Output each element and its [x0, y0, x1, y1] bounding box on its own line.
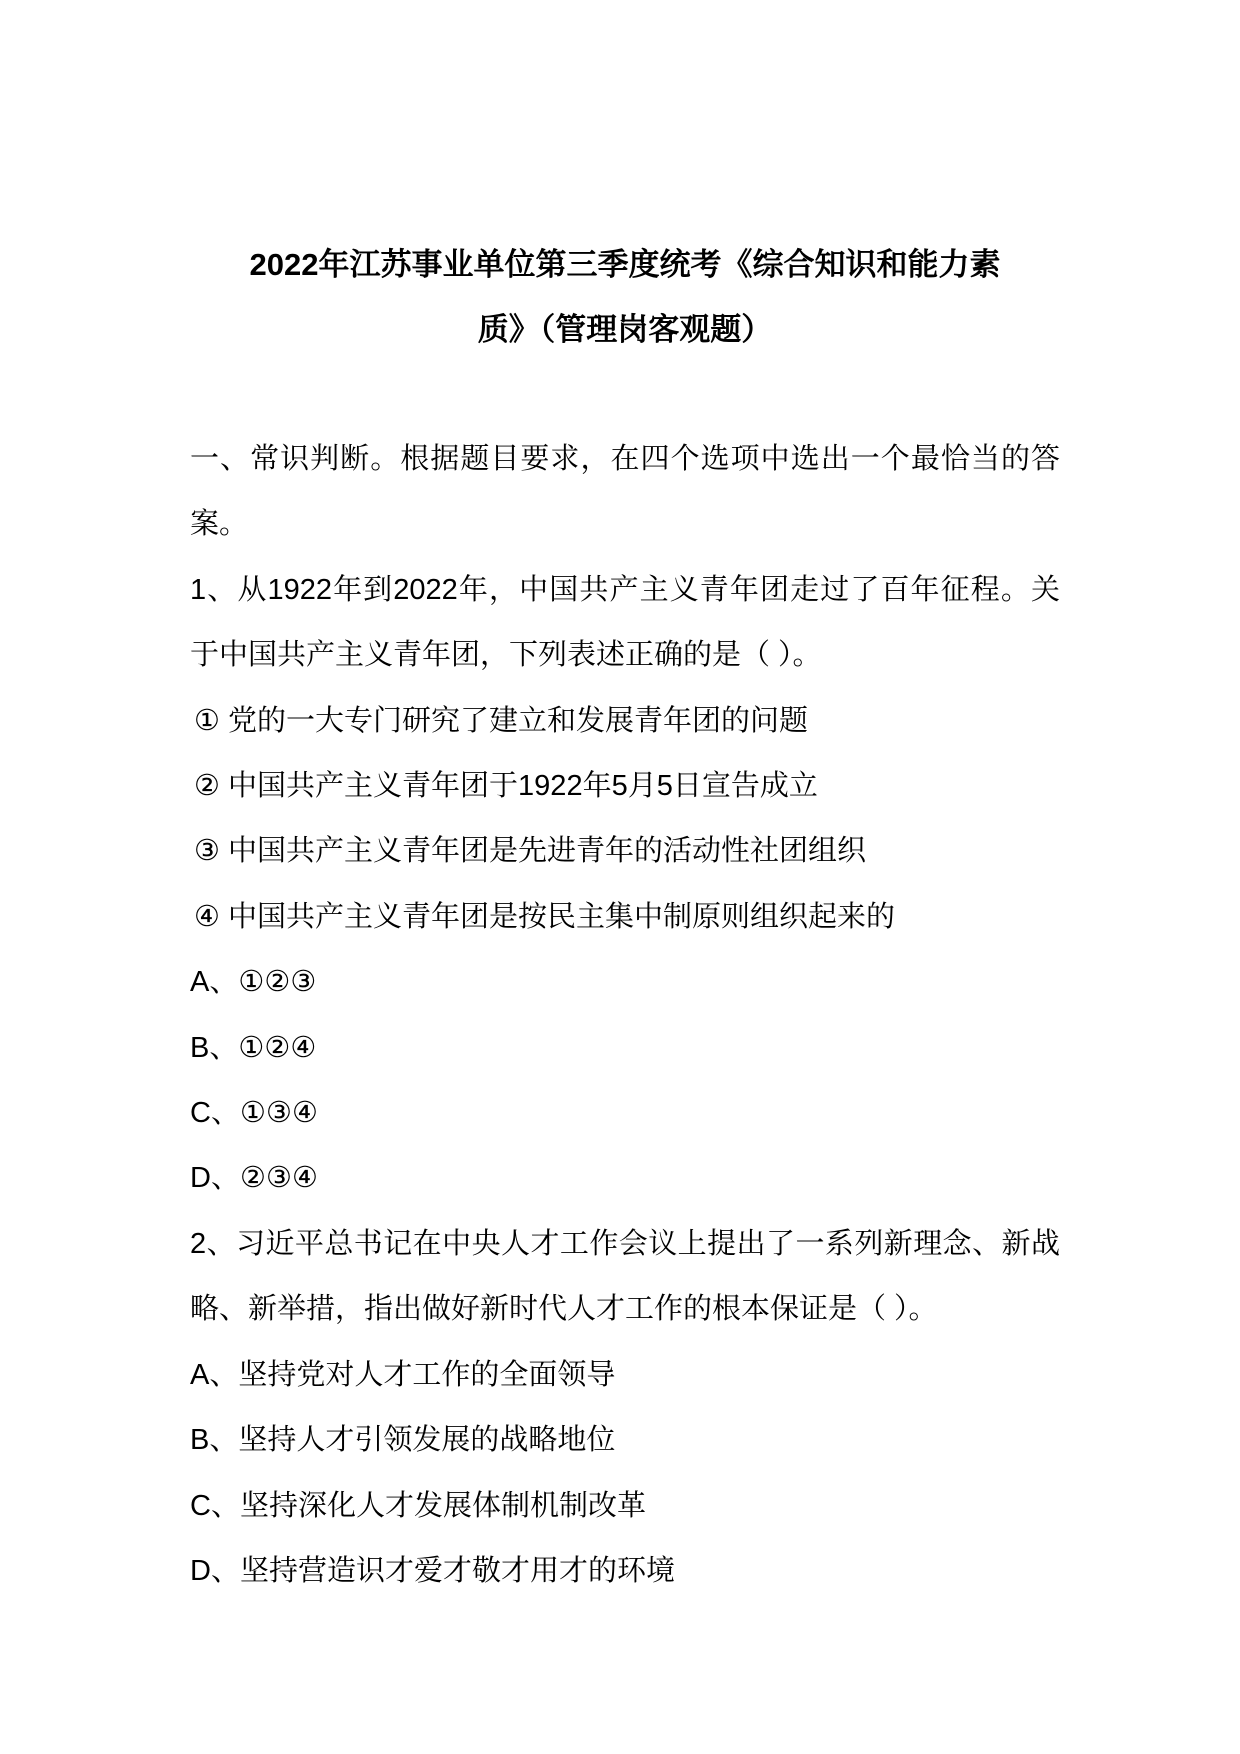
question-stem: 1、从1922年到2022年，中国共产主义青年团走过了百年征程。关于中国共产主义青年团，下列表述正确的是（ ）。: [190, 573, 1060, 672]
option-c: C、坚持深化人才发展体制机制改革: [190, 1489, 646, 1522]
option-a: A、①②③: [190, 966, 317, 999]
option-d: D、②③④: [190, 1162, 318, 1195]
question-stem: 2、习近平总书记在中央人才工作会议上提出了一系列新理念、新战略、新举措，指出做好新时代人才工作的根本保证是（ ）。: [190, 1227, 1060, 1326]
statement: ④ 中国共产主义青年团是按民主集中制原则组织起来的: [194, 900, 896, 933]
option-a: A、坚持党对人才工作的全面领导: [190, 1358, 616, 1391]
option-b: B、①②④: [190, 1031, 317, 1064]
statement: ③ 中国共产主义青年团是先进青年的活动性社团组织: [194, 835, 867, 868]
title-line-1: 2022年江苏事业单位第三季度统考《综合知识和能力素: [249, 247, 1001, 282]
document-body: [190, 427, 1060, 1604]
document-title: [190, 232, 1060, 362]
statement: ② 中国共产主义青年团于1922年5月5日宣告成立: [194, 770, 818, 803]
question-1: [190, 558, 1060, 1212]
question-2: [190, 1212, 1060, 1604]
option-c: C、①③④: [190, 1097, 318, 1130]
statement: ① 党的一大专门研究了建立和发展青年团的问题: [194, 704, 809, 737]
title-line-2: 质》（管理岗客观题）: [477, 312, 773, 347]
section-heading: 一、常识判断。根据题目要求，在四个选项中选出一个最恰当的答案。: [190, 443, 1060, 541]
option-d: D、坚持营造识才爱才敬才用才的环境: [190, 1554, 675, 1587]
option-b: B、坚持人才引领发展的战略地位: [190, 1424, 616, 1457]
